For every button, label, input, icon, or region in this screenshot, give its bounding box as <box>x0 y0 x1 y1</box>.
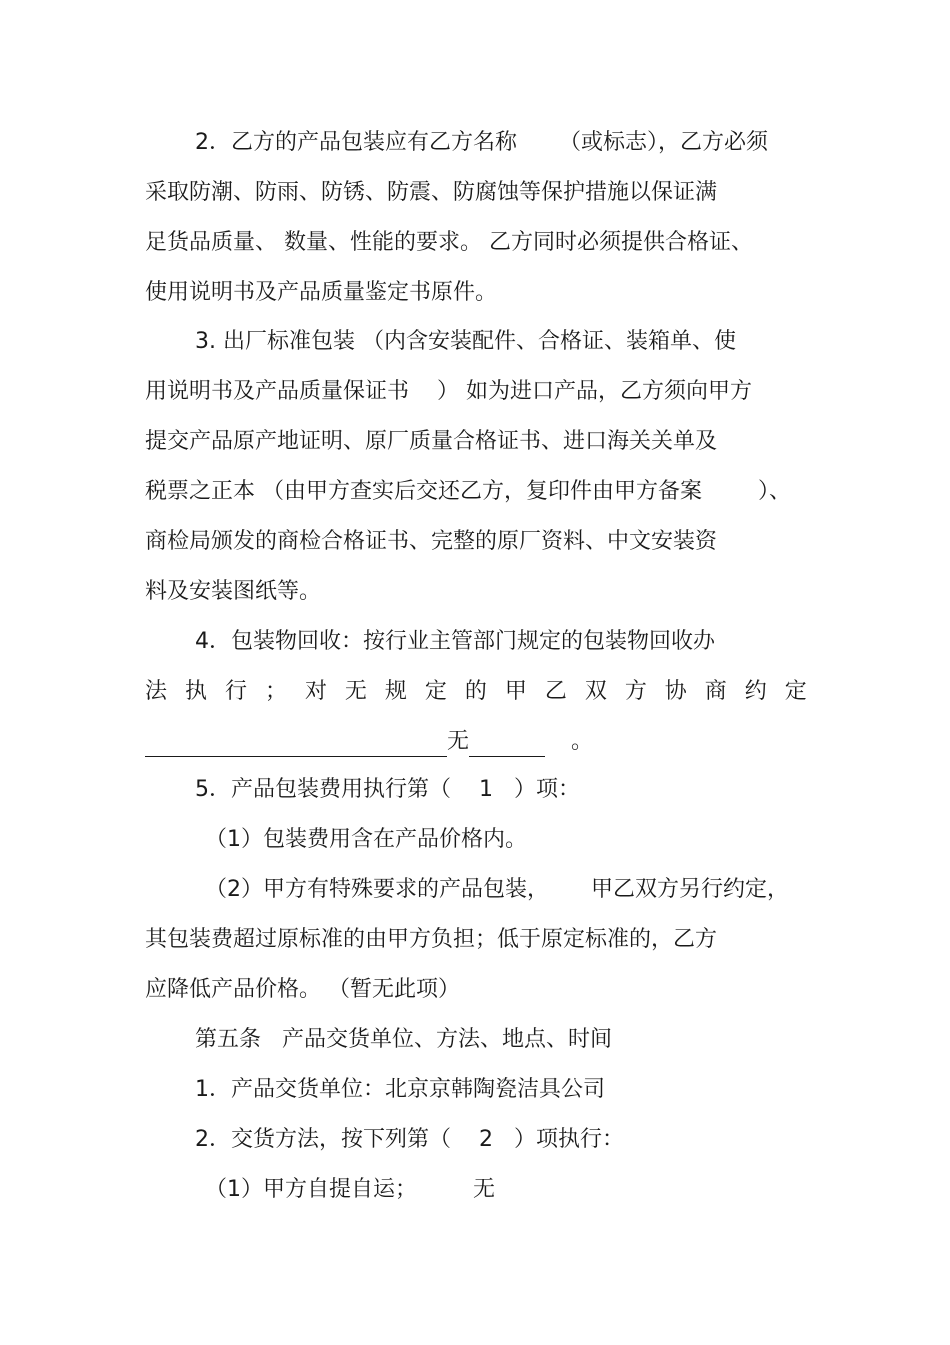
clause-4-char: ； <box>264 679 287 704</box>
clause-5-option-2-line-3: 应降低产品价格。 （暂无此项） <box>145 977 460 1002</box>
clause-4-char: 商 <box>704 679 727 704</box>
clause-3-line-2: 用说明书及产品质量保证书 ） 如为进口产品，乙方须向甲方 <box>145 379 752 404</box>
clause-4-char: 甲 <box>504 679 527 704</box>
fill-blank-underline <box>145 732 447 757</box>
article-5-item-2: 2．交货方法，按下列第（ 2 ）项执行： <box>195 1127 624 1152</box>
clause-4-char: 法 <box>145 679 168 704</box>
clause-2-line-2: 采取防潮、防雨、防锈、防震、防腐蚀等保护措施以保证满 <box>145 180 718 205</box>
clause-4-char: 规 <box>384 679 407 704</box>
clause-4-char: 乙 <box>544 679 567 704</box>
clause-5-option-2-line-2: 其包装费超过原标准的由甲方负担；低于原定标准的，乙方 <box>145 927 718 952</box>
article-5-title: 第五条 产品交货单位、方法、地点、时间 <box>195 1027 612 1052</box>
clause-3-line-4: 税票之正本 （由甲方查实后交还乙方，复印件由甲方备案 ）、 <box>145 479 791 504</box>
clause-4-char: 双 <box>584 679 607 704</box>
clause-3-line-1: 3. 出厂标准包装 （内含安装配件、合格证、装箱单、使 <box>195 329 736 354</box>
clause-4-char: 执 <box>184 679 207 704</box>
article-5-item-1: 1．产品交货单位：北京京韩陶瓷洁具公司 <box>195 1077 605 1102</box>
clause-5-option-2-line-1: （2）甲方有特殊要求的产品包装， 甲乙双方另行约定， <box>205 877 789 902</box>
fill-in-value: 无 <box>447 729 470 754</box>
clause-4-char: 协 <box>664 679 687 704</box>
clause-2-line-4: 使用说明书及产品质量鉴定书原件。 <box>145 280 498 305</box>
clause-2-line-3: 足货品质量、 数量、性能的要求。 乙方同时必须提供合格证、 <box>145 230 753 255</box>
clause-4-char: 定 <box>424 679 447 704</box>
clause-4-char: 定 <box>784 679 807 704</box>
article-5-option-1: （1）甲方自提自运； 无 <box>205 1177 495 1202</box>
fill-blank-underline <box>469 732 545 757</box>
clause-4-char: 约 <box>744 679 767 704</box>
clause-4-line-1: 4．包装物回收：按行业主管部门规定的包装物回收办 <box>195 629 715 654</box>
clause-3-line-6: 料及安装图纸等。 <box>145 579 322 604</box>
clause-4-char: 行 <box>224 679 247 704</box>
clause-4-line-3 <box>145 727 593 757</box>
clause-3-line-3: 提交产品原产地证明、原厂质量合格证书、进口海关关单及 <box>145 429 718 454</box>
clause-5-line-1: 5．产品包装费用执行第（ 1 ）项： <box>195 777 580 802</box>
end-mark: 。 <box>571 729 594 754</box>
clause-2-line-1: 2．乙方的产品包装应有乙方名称 （或标志），乙方必须 <box>195 130 768 155</box>
clause-5-option-1: （1）包装费用含在产品价格内。 <box>205 827 527 852</box>
clause-4-line-2 <box>145 677 807 707</box>
clause-4-char: 对 <box>304 679 327 704</box>
clause-3-line-5: 商检局颁发的商检合格证书、完整的原厂资料、中文安装资 <box>145 529 718 554</box>
clause-4-char: 的 <box>464 679 487 704</box>
clause-4-char: 方 <box>624 679 647 704</box>
clause-4-char: 无 <box>344 679 367 704</box>
